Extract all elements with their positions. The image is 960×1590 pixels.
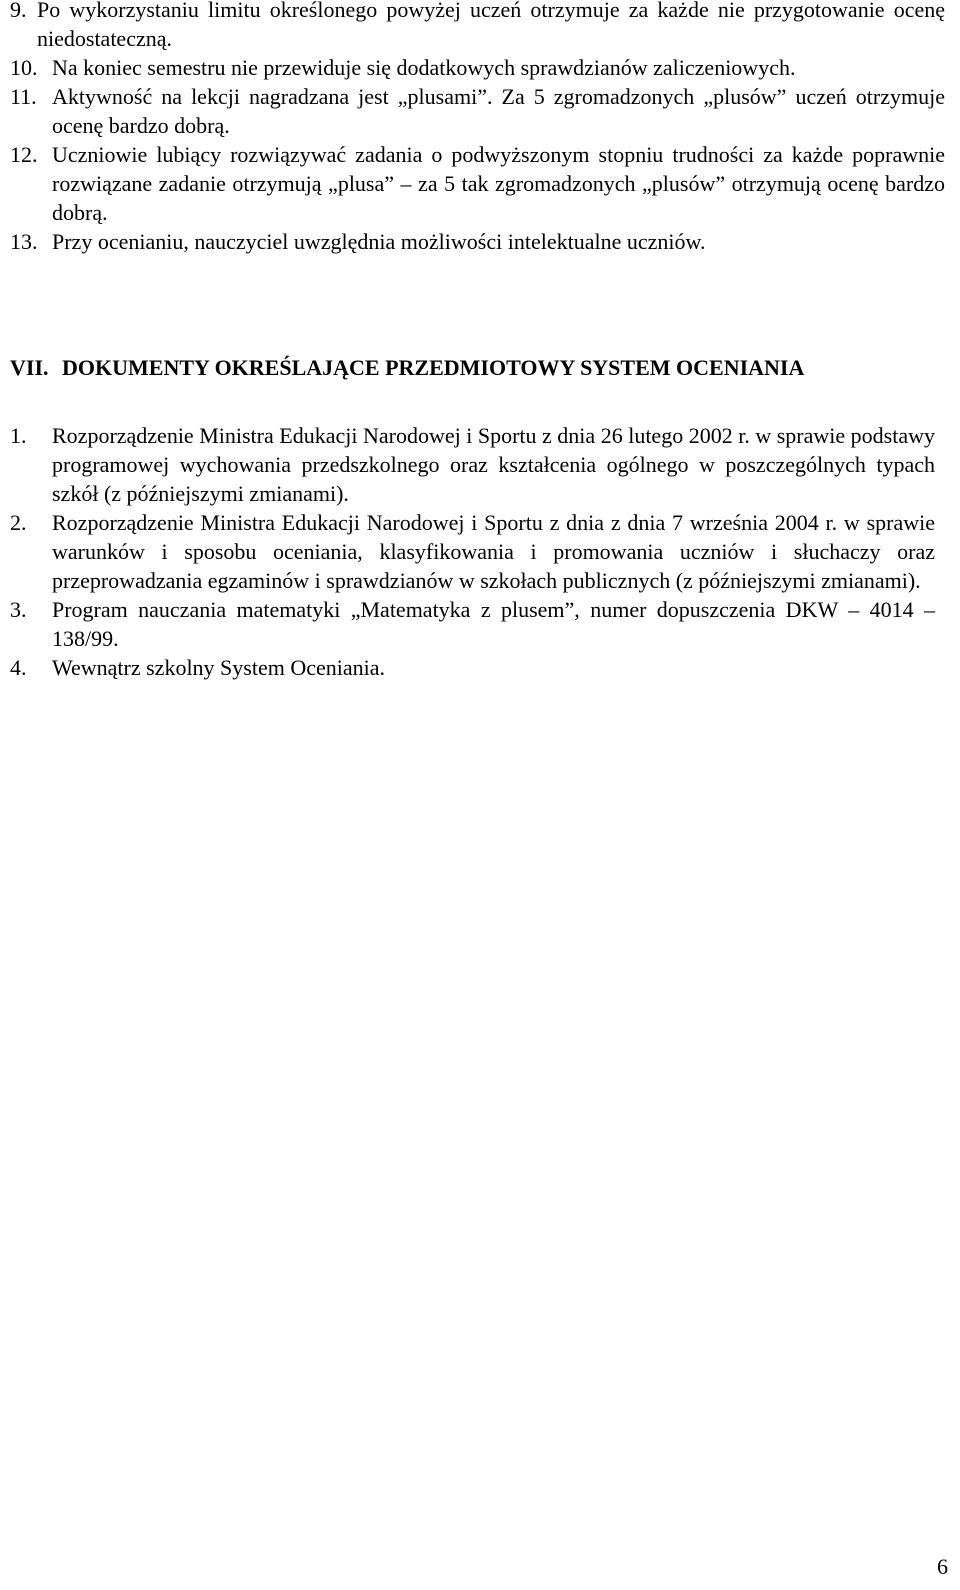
list-item-text: Rozporządzenie Ministra Edukacji Narodowej i Sportu z dnia 26 lutego 2002 r. w sprawie podstawy programowej wychowania przedszkolnego oraz kształcenia ogólnego w poszczególnych typach szkół (z późniejszymi zmianami). xyxy=(52,423,935,506)
list-item xyxy=(10,53,945,82)
list-item-text: Uczniowie lubiący rozwiązywać zadania o podwyższonym stopniu trudności za każde poprawnie rozwiązane zadanie otrzymują „plusa” – za 5 tak zgromadzonych „plusów” otrzymują ocenę bardzo dobrą. xyxy=(52,142,945,225)
documents-list xyxy=(10,421,935,682)
section-heading xyxy=(10,353,945,382)
list-item-text: Rozporządzenie Ministra Edukacji Narodowej i Sportu z dnia z dnia 7 września 2004 r. w sprawie warunków i sposobu oceniania, klasyfikowania i promowania uczniów i słuchaczy oraz przeprowadzania egzaminów i sprawdzianów w szkołach publicznych (z późniejszymi zmianami). xyxy=(52,510,935,593)
list-item xyxy=(10,653,935,682)
list-item-number: 13. xyxy=(10,229,38,254)
list-item-number: 9. xyxy=(10,0,27,22)
list-item-number: 2. xyxy=(10,510,27,535)
list-item-text: Po wykorzystaniu limitu określonego powyżej uczeń otrzymuje za każde nie przygotowanie ocenę niedostateczną. xyxy=(37,0,945,51)
list-item xyxy=(10,227,945,256)
list-item-number: 1. xyxy=(10,423,27,448)
list-item-number: 12. xyxy=(10,142,38,167)
list-item-number: 4. xyxy=(10,655,27,680)
list-item xyxy=(10,82,945,140)
list-item-text: Na koniec semestru nie przewiduje się dodatkowych sprawdzianów zaliczeniowych. xyxy=(52,55,796,80)
grading-rules-list xyxy=(10,0,945,256)
list-item xyxy=(10,508,935,595)
section-number: VII. xyxy=(10,355,49,380)
list-item-number: 11. xyxy=(10,84,37,109)
list-item-number: 3. xyxy=(10,597,27,622)
list-item xyxy=(10,595,935,653)
list-item-text: Przy ocenianiu, nauczyciel uwzględnia możliwości intelektualne uczniów. xyxy=(52,229,706,254)
list-item xyxy=(10,421,935,508)
list-item xyxy=(10,0,945,53)
section-title: DOKUMENTY OKREŚLAJĄCE PRZEDMIOTOWY SYSTEM OCENIANIA xyxy=(62,355,805,380)
list-item-text: Program nauczania matematyki „Matematyka z plusem”, numer dopuszczenia DKW – 4014 – 138/99. xyxy=(52,597,935,651)
page-number: 6 xyxy=(937,1554,948,1579)
list-item-text: Wewnątrz szkolny System Oceniania. xyxy=(52,655,386,680)
list-item-number: 10. xyxy=(10,55,38,80)
list-item xyxy=(10,140,945,227)
list-item-text: Aktywność na lekcji nagradzana jest „plusami”. Za 5 zgromadzonych „plusów” uczeń otrzymuje ocenę bardzo dobrą. xyxy=(52,84,945,138)
